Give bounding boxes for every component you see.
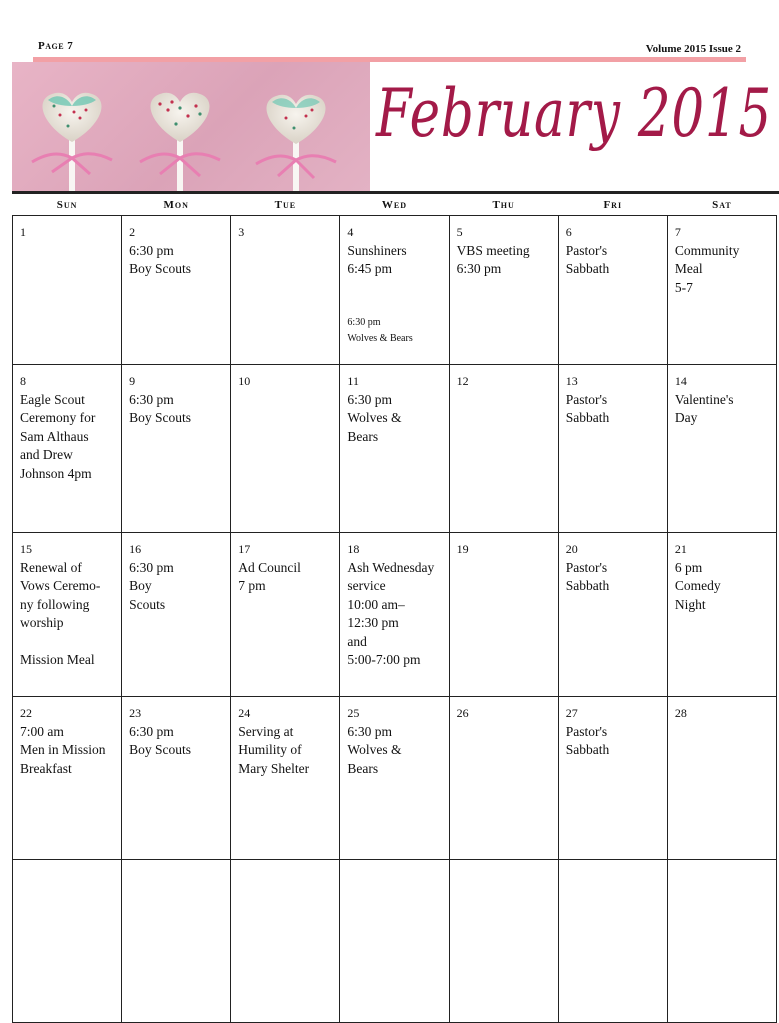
event-line: Boy Scouts [129, 410, 192, 425]
spacer [20, 633, 115, 651]
event-line: 6:45 pm [347, 261, 393, 276]
day-cell [122, 365, 231, 533]
event-line: Day [674, 410, 698, 425]
day-number: 12 [456, 374, 469, 388]
day-number: 28 [674, 706, 687, 720]
event-line: Valentine's [674, 391, 734, 407]
event-line: Ash Wednesday [347, 559, 435, 575]
day-cell [667, 365, 776, 533]
day-cell [667, 533, 776, 697]
header-rule-dark [12, 191, 779, 194]
day-number: 26 [456, 706, 469, 720]
event-line: Sabbath [565, 261, 610, 276]
day-number: 1 [20, 225, 26, 239]
event-line: Sam Althaus [20, 428, 89, 444]
week-row [13, 533, 777, 697]
day-number: 18 [347, 542, 360, 556]
event-line: Wolves & [347, 410, 402, 425]
day-number: 17 [238, 542, 251, 556]
day-cell [449, 860, 558, 1023]
day-cell [13, 860, 122, 1023]
day-number: 7 [674, 225, 681, 239]
weekday-wed: Wed [340, 195, 449, 216]
day-cell [231, 860, 340, 1023]
event-line: Breakfast [20, 760, 72, 776]
event-line: Comedy [674, 578, 721, 593]
event-line: Meal [674, 261, 703, 276]
day-number: 11 [347, 374, 359, 388]
day-number: 10 [238, 374, 251, 388]
event-line: 6:30 pm [347, 391, 393, 407]
event-line: Scouts [129, 596, 166, 612]
event-line: Bears [347, 760, 379, 776]
day-number: 2 [129, 225, 136, 239]
day-cell [558, 365, 667, 533]
event-line: 6:30 pm [456, 261, 502, 276]
day-number: 19 [456, 542, 469, 556]
event-line: Night [674, 596, 706, 612]
event-line: 6:30 pm [347, 723, 393, 739]
day-cell [122, 533, 231, 697]
cake-pop-3 [256, 95, 336, 192]
weekday-tue: Tue [231, 195, 340, 216]
event-line: Sabbath [565, 410, 610, 425]
event-line: and Drew [20, 447, 73, 462]
event-line: Sabbath [565, 742, 610, 757]
day-cell [13, 365, 122, 533]
day-cell [340, 533, 449, 697]
event-line: Wolves & [347, 742, 402, 757]
day-cell [558, 860, 667, 1023]
day-cell [667, 216, 776, 365]
day-cell [449, 697, 558, 860]
event-line: 5-7 [674, 279, 693, 295]
event-line: Eagle Scout [20, 391, 85, 407]
day-number: 16 [129, 542, 142, 556]
event-line: service [347, 578, 386, 593]
day-cell [13, 697, 122, 860]
spacer [347, 279, 442, 315]
event-line: 6:30 pm [129, 391, 174, 407]
day-number: 22 [20, 706, 32, 720]
day-number: 4 [347, 225, 354, 239]
day-cell [231, 216, 340, 365]
event-line: Sabbath [565, 578, 610, 593]
event-line: 6:30 pm [129, 559, 174, 575]
event-line: Mary Shelter [238, 760, 310, 776]
event-line: Sunshiners [347, 242, 407, 258]
event-line: Boy Scouts [129, 261, 192, 276]
day-cell [449, 533, 558, 697]
event-line: 7 pm [238, 578, 266, 593]
event-line: Men in Mission [20, 742, 106, 757]
event-line: VBS meeting [456, 242, 530, 258]
day-cell [558, 533, 667, 697]
event-line: Mission Meal [20, 651, 95, 667]
day-cell [667, 860, 776, 1023]
day-cell [122, 860, 231, 1023]
weekday-sat: Sat [667, 195, 776, 216]
event-line: 5:00-7:00 pm [347, 652, 421, 667]
calendar-grid [12, 195, 777, 1023]
volume-label: Volume 2015 Issue 2 [645, 43, 741, 55]
week-row [13, 365, 777, 533]
weekday-thu: Thu [449, 195, 558, 216]
calendar-title: February 2015 [376, 75, 772, 152]
week-row [13, 216, 777, 365]
event-line: Boy [129, 578, 152, 593]
event-line: 7:00 am [20, 723, 64, 739]
day-number: 9 [129, 374, 136, 388]
weekday-fri: Fri [558, 195, 667, 216]
day-number: 5 [456, 225, 463, 239]
day-cell [13, 216, 122, 365]
event-line: Pastor's [565, 391, 608, 407]
day-number: 24 [238, 706, 251, 720]
banner-image [12, 62, 370, 192]
event-line: Renewal of [20, 559, 82, 575]
cake-pop-1 [32, 93, 112, 192]
day-cell [449, 365, 558, 533]
event-line: Ad Council [238, 559, 301, 575]
event-line: 12:30 pm [347, 615, 399, 630]
day-number: 8 [20, 374, 26, 388]
day-cell [558, 216, 667, 365]
event-line-small: 6:30 pm [347, 316, 381, 328]
week-row [13, 697, 777, 860]
day-cell [231, 365, 340, 533]
day-number: 20 [565, 542, 578, 556]
day-number: 3 [238, 225, 245, 239]
day-cell [340, 860, 449, 1023]
day-number: 6 [565, 225, 572, 239]
event-line: Pastor's [565, 242, 608, 258]
day-cell [667, 697, 776, 860]
weekday-sun: Sun [13, 195, 122, 216]
day-number: 21 [674, 542, 687, 556]
day-number: 13 [565, 374, 578, 388]
event-line: ny following [20, 596, 90, 612]
event-line: and [347, 633, 367, 649]
day-cell [13, 533, 122, 697]
day-number: 23 [129, 706, 142, 720]
event-line: Pastor's [565, 723, 608, 739]
event-line: Ceremony for [20, 410, 96, 425]
day-cell [122, 697, 231, 860]
event-line: Vows Ceremo- [20, 578, 101, 593]
weekday-mon: Mon [122, 195, 231, 216]
day-cell [340, 365, 449, 533]
day-number: 15 [20, 542, 32, 556]
weekday-header-row [13, 195, 777, 216]
day-cell [231, 697, 340, 860]
event-line: 6 pm [674, 559, 703, 575]
event-line: 10:00 am– [347, 596, 405, 612]
day-cell [231, 533, 340, 697]
event-line: Humility of [238, 742, 302, 757]
cake-pops-illustration [12, 62, 370, 192]
cake-pop-2 [140, 93, 220, 192]
event-line: 6:30 pm [129, 242, 174, 258]
day-number: 27 [565, 706, 578, 720]
event-line: Community [674, 242, 740, 258]
event-line: 6:30 pm [129, 723, 174, 739]
day-cell [340, 697, 449, 860]
day-number: 25 [347, 706, 360, 720]
page-label: Page 7 [38, 40, 74, 52]
day-cell [340, 216, 449, 365]
day-cell [558, 697, 667, 860]
day-cell [122, 216, 231, 365]
week-row [13, 860, 777, 1023]
day-cell [449, 216, 558, 365]
event-line: Serving at [238, 723, 294, 739]
event-line: Pastor's [565, 559, 608, 575]
event-line: Johnson 4pm [20, 465, 92, 481]
day-number: 14 [674, 374, 687, 388]
event-line: Boy Scouts [129, 742, 192, 757]
event-line: worship [20, 615, 64, 630]
event-line: Bears [347, 428, 379, 444]
event-line-small: Wolves & Bears [347, 332, 413, 344]
